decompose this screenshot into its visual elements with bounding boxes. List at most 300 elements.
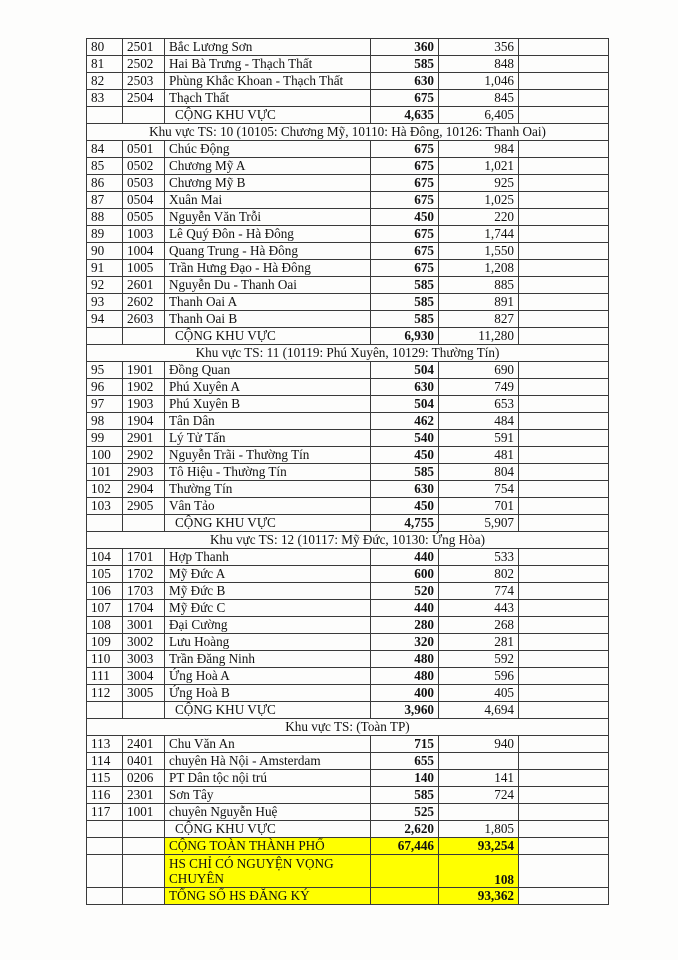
school-name: Mỹ Đức A xyxy=(165,566,371,583)
quota-value: 360 xyxy=(371,39,439,56)
empty-cell xyxy=(519,685,609,702)
quota-value: 450 xyxy=(371,498,439,515)
school-name: Hợp Thanh xyxy=(165,549,371,566)
quota-value: 630 xyxy=(371,481,439,498)
row-number: 82 xyxy=(87,73,123,90)
school-row xyxy=(87,804,609,821)
school-code: 2902 xyxy=(123,447,165,464)
grand-total-label: TỔNG SỐ HS ĐĂNG KÝ xyxy=(165,888,371,905)
quota-value: 525 xyxy=(371,804,439,821)
school-code: 0501 xyxy=(123,141,165,158)
row-number: 86 xyxy=(87,175,123,192)
school-code: 2903 xyxy=(123,464,165,481)
school-code: 1005 xyxy=(123,260,165,277)
registration-count: 984 xyxy=(439,141,519,158)
empty-cell xyxy=(87,702,123,719)
total-quota: 6,930 xyxy=(371,328,439,345)
empty-cell xyxy=(519,549,609,566)
school-row xyxy=(87,209,609,226)
grand-total-registration: 93,254 xyxy=(439,838,519,855)
school-row xyxy=(87,362,609,379)
area-header: Khu vực TS: (Toàn TP) xyxy=(87,719,609,736)
school-row xyxy=(87,277,609,294)
empty-cell xyxy=(519,243,609,260)
empty-cell xyxy=(519,600,609,617)
row-number: 93 xyxy=(87,294,123,311)
quota-value: 140 xyxy=(371,770,439,787)
empty-cell xyxy=(519,209,609,226)
quota-value: 585 xyxy=(371,56,439,73)
row-number: 116 xyxy=(87,787,123,804)
grand-total-row xyxy=(87,855,609,888)
school-code: 2504 xyxy=(123,90,165,107)
school-name: Phú Xuyên A xyxy=(165,379,371,396)
school-name: Mỹ Đức B xyxy=(165,583,371,600)
row-number: 103 xyxy=(87,498,123,515)
empty-cell xyxy=(519,668,609,685)
empty-cell xyxy=(519,430,609,447)
row-number: 91 xyxy=(87,260,123,277)
empty-cell xyxy=(519,888,609,905)
school-name: Hai Bà Trưng - Thạch Thất xyxy=(165,56,371,73)
empty-cell xyxy=(87,821,123,838)
empty-cell xyxy=(519,328,609,345)
empty-cell xyxy=(123,328,165,345)
area-header: Khu vực TS: 10 (10105: Chương Mỹ, 10110: Hà Đông, 10126: Thanh Oai) xyxy=(87,124,609,141)
empty-cell xyxy=(519,753,609,770)
quota-value: 280 xyxy=(371,617,439,634)
empty-cell xyxy=(519,56,609,73)
row-number: 80 xyxy=(87,39,123,56)
empty-cell xyxy=(87,328,123,345)
total-registration: 1,805 xyxy=(439,821,519,838)
school-code: 2603 xyxy=(123,311,165,328)
empty-cell xyxy=(519,821,609,838)
registration-count xyxy=(439,753,519,770)
registration-count: 774 xyxy=(439,583,519,600)
total-label: CỘNG KHU VỰC xyxy=(165,515,371,532)
row-number: 88 xyxy=(87,209,123,226)
registration-count: 653 xyxy=(439,396,519,413)
school-code: 1004 xyxy=(123,243,165,260)
registration-table xyxy=(86,38,609,905)
empty-cell xyxy=(519,90,609,107)
empty-cell xyxy=(519,260,609,277)
registration-count: 484 xyxy=(439,413,519,430)
school-code: 1901 xyxy=(123,362,165,379)
registration-count: 848 xyxy=(439,56,519,73)
school-row xyxy=(87,447,609,464)
empty-cell xyxy=(519,396,609,413)
quota-value: 585 xyxy=(371,277,439,294)
row-number: 92 xyxy=(87,277,123,294)
total-registration: 4,694 xyxy=(439,702,519,719)
empty-cell xyxy=(123,821,165,838)
school-name: Trần Đăng Ninh xyxy=(165,651,371,668)
row-number: 95 xyxy=(87,362,123,379)
quota-value: 520 xyxy=(371,583,439,600)
empty-cell xyxy=(519,192,609,209)
school-row xyxy=(87,158,609,175)
school-code: 3001 xyxy=(123,617,165,634)
school-code: 3005 xyxy=(123,685,165,702)
school-code: 2401 xyxy=(123,736,165,753)
row-number: 107 xyxy=(87,600,123,617)
school-code: 2503 xyxy=(123,73,165,90)
grand-total-quota: 67,446 xyxy=(371,838,439,855)
row-number: 81 xyxy=(87,56,123,73)
empty-cell xyxy=(519,141,609,158)
registration-count: 405 xyxy=(439,685,519,702)
school-row xyxy=(87,90,609,107)
row-number: 100 xyxy=(87,447,123,464)
row-number: 115 xyxy=(87,770,123,787)
empty-cell xyxy=(519,107,609,124)
school-row xyxy=(87,243,609,260)
school-name: Quang Trung - Hà Đông xyxy=(165,243,371,260)
registration-count: 1,744 xyxy=(439,226,519,243)
school-code: 3002 xyxy=(123,634,165,651)
registration-count: 592 xyxy=(439,651,519,668)
school-code: 2502 xyxy=(123,56,165,73)
empty-cell xyxy=(87,838,123,855)
school-row xyxy=(87,56,609,73)
quota-value: 450 xyxy=(371,447,439,464)
total-label: CỘNG KHU VỰC xyxy=(165,702,371,719)
school-row xyxy=(87,787,609,804)
empty-cell xyxy=(519,498,609,515)
grand-total-quota xyxy=(371,855,439,888)
school-code: 1701 xyxy=(123,549,165,566)
area-header: Khu vực TS: 11 (10119: Phú Xuyên, 10129: Thường Tín) xyxy=(87,345,609,362)
school-name: Chúc Động xyxy=(165,141,371,158)
grand-total-label: HS CHỈ CÓ NGUYỆN VỌNG CHUYÊN xyxy=(165,855,371,888)
school-row xyxy=(87,634,609,651)
registration-count: 1,208 xyxy=(439,260,519,277)
row-number: 99 xyxy=(87,430,123,447)
school-row xyxy=(87,736,609,753)
school-name: Tân Dân xyxy=(165,413,371,430)
school-row xyxy=(87,192,609,209)
school-code: 1001 xyxy=(123,804,165,821)
quota-value: 675 xyxy=(371,90,439,107)
registration-count: 724 xyxy=(439,787,519,804)
school-name: Chương Mỹ B xyxy=(165,175,371,192)
row-number: 87 xyxy=(87,192,123,209)
empty-cell xyxy=(519,651,609,668)
quota-value: 440 xyxy=(371,600,439,617)
empty-cell xyxy=(519,379,609,396)
total-quota: 4,755 xyxy=(371,515,439,532)
empty-cell xyxy=(519,855,609,888)
school-code: 1904 xyxy=(123,413,165,430)
school-name: chuyên Nguyễn Huệ xyxy=(165,804,371,821)
school-code: 2905 xyxy=(123,498,165,515)
school-row xyxy=(87,294,609,311)
school-name: Lưu Hoàng xyxy=(165,634,371,651)
school-row xyxy=(87,498,609,515)
school-code: 1704 xyxy=(123,600,165,617)
registration-count: 1,025 xyxy=(439,192,519,209)
school-row xyxy=(87,379,609,396)
total-label: CỘNG KHU VỰC xyxy=(165,821,371,838)
registration-count xyxy=(439,804,519,821)
registration-count: 596 xyxy=(439,668,519,685)
school-code: 1903 xyxy=(123,396,165,413)
quota-value: 675 xyxy=(371,260,439,277)
school-code: 2602 xyxy=(123,294,165,311)
grand-total-quota xyxy=(371,888,439,905)
school-row xyxy=(87,430,609,447)
row-number: 111 xyxy=(87,668,123,685)
school-row xyxy=(87,566,609,583)
grand-total-registration: 93,362 xyxy=(439,888,519,905)
row-number: 85 xyxy=(87,158,123,175)
school-code: 0505 xyxy=(123,209,165,226)
school-code: 3004 xyxy=(123,668,165,685)
school-row xyxy=(87,175,609,192)
school-row xyxy=(87,668,609,685)
quota-value: 675 xyxy=(371,175,439,192)
row-number: 106 xyxy=(87,583,123,600)
area-total-row xyxy=(87,515,609,532)
school-row xyxy=(87,600,609,617)
total-quota: 4,635 xyxy=(371,107,439,124)
registration-count: 591 xyxy=(439,430,519,447)
empty-cell xyxy=(123,515,165,532)
quota-value: 675 xyxy=(371,226,439,243)
row-number: 83 xyxy=(87,90,123,107)
school-code: 1703 xyxy=(123,583,165,600)
school-name: Ứng Hoà A xyxy=(165,668,371,685)
area-total-row xyxy=(87,328,609,345)
empty-cell xyxy=(519,515,609,532)
school-name: Phùng Khắc Khoan - Thạch Thất xyxy=(165,73,371,90)
registration-count: 1,021 xyxy=(439,158,519,175)
registration-count: 845 xyxy=(439,90,519,107)
quota-value: 400 xyxy=(371,685,439,702)
school-row xyxy=(87,39,609,56)
school-name: Thanh Oai A xyxy=(165,294,371,311)
row-number: 113 xyxy=(87,736,123,753)
total-registration: 5,907 xyxy=(439,515,519,532)
school-name: chuyên Hà Nội - Amsterdam xyxy=(165,753,371,770)
registration-count: 701 xyxy=(439,498,519,515)
row-number: 105 xyxy=(87,566,123,583)
empty-cell xyxy=(519,158,609,175)
empty-cell xyxy=(519,362,609,379)
quota-value: 655 xyxy=(371,753,439,770)
quota-value: 630 xyxy=(371,73,439,90)
empty-cell xyxy=(519,226,609,243)
school-name: Lý Tử Tấn xyxy=(165,430,371,447)
registration-count: 827 xyxy=(439,311,519,328)
row-number: 110 xyxy=(87,651,123,668)
school-name: Nguyễn Du - Thanh Oai xyxy=(165,277,371,294)
quota-value: 675 xyxy=(371,243,439,260)
quota-value: 540 xyxy=(371,430,439,447)
school-row xyxy=(87,413,609,430)
empty-cell xyxy=(519,838,609,855)
empty-cell xyxy=(519,702,609,719)
row-number: 94 xyxy=(87,311,123,328)
quota-value: 715 xyxy=(371,736,439,753)
grand-total-row xyxy=(87,838,609,855)
empty-cell xyxy=(519,481,609,498)
school-name: Thạch Thất xyxy=(165,90,371,107)
school-code: 1902 xyxy=(123,379,165,396)
row-number: 84 xyxy=(87,141,123,158)
school-name: Mỹ Đức C xyxy=(165,600,371,617)
total-registration: 11,280 xyxy=(439,328,519,345)
registration-count: 443 xyxy=(439,600,519,617)
school-row xyxy=(87,141,609,158)
area-header-row xyxy=(87,124,609,141)
empty-cell xyxy=(87,107,123,124)
empty-cell xyxy=(519,73,609,90)
school-code: 1003 xyxy=(123,226,165,243)
quota-value: 600 xyxy=(371,566,439,583)
row-number: 114 xyxy=(87,753,123,770)
row-number: 112 xyxy=(87,685,123,702)
row-number: 109 xyxy=(87,634,123,651)
quota-value: 585 xyxy=(371,787,439,804)
empty-cell xyxy=(519,277,609,294)
school-row xyxy=(87,226,609,243)
registration-count: 690 xyxy=(439,362,519,379)
school-row xyxy=(87,260,609,277)
registration-count: 533 xyxy=(439,549,519,566)
empty-cell xyxy=(87,515,123,532)
table-body xyxy=(87,39,609,905)
area-header: Khu vực TS: 12 (10117: Mỹ Đức, 10130: Ứng Hòa) xyxy=(87,532,609,549)
quota-value: 480 xyxy=(371,651,439,668)
total-registration: 6,405 xyxy=(439,107,519,124)
registration-count: 356 xyxy=(439,39,519,56)
registration-count: 1,046 xyxy=(439,73,519,90)
empty-cell xyxy=(519,583,609,600)
row-number: 97 xyxy=(87,396,123,413)
school-code: 3003 xyxy=(123,651,165,668)
row-number: 108 xyxy=(87,617,123,634)
empty-cell xyxy=(123,107,165,124)
school-row xyxy=(87,583,609,600)
registration-count: 804 xyxy=(439,464,519,481)
school-name: PT Dân tộc nội trú xyxy=(165,770,371,787)
school-code: 0401 xyxy=(123,753,165,770)
school-name: Thường Tín xyxy=(165,481,371,498)
row-number: 98 xyxy=(87,413,123,430)
school-row xyxy=(87,549,609,566)
school-name: Nguyễn Văn Trỗi xyxy=(165,209,371,226)
grand-total-registration: 108 xyxy=(439,855,519,888)
quota-value: 585 xyxy=(371,311,439,328)
row-number: 102 xyxy=(87,481,123,498)
school-row xyxy=(87,396,609,413)
quota-value: 504 xyxy=(371,362,439,379)
school-code: 2501 xyxy=(123,39,165,56)
empty-cell xyxy=(519,617,609,634)
school-row xyxy=(87,685,609,702)
area-header-row xyxy=(87,532,609,549)
school-code: 0502 xyxy=(123,158,165,175)
grand-total-row xyxy=(87,888,609,905)
grand-total-label: CỘNG TOÀN THÀNH PHỐ xyxy=(165,838,371,855)
total-label: CỘNG KHU VỰC xyxy=(165,107,371,124)
quota-value: 675 xyxy=(371,158,439,175)
empty-cell xyxy=(519,294,609,311)
school-name: Thanh Oai B xyxy=(165,311,371,328)
registration-count: 754 xyxy=(439,481,519,498)
row-number: 89 xyxy=(87,226,123,243)
school-code: 0206 xyxy=(123,770,165,787)
empty-cell xyxy=(519,175,609,192)
quota-value: 630 xyxy=(371,379,439,396)
school-row xyxy=(87,464,609,481)
empty-cell xyxy=(87,888,123,905)
registration-count: 749 xyxy=(439,379,519,396)
empty-cell xyxy=(123,838,165,855)
school-row xyxy=(87,617,609,634)
school-name: Chu Văn An xyxy=(165,736,371,753)
quota-value: 675 xyxy=(371,192,439,209)
empty-cell xyxy=(123,702,165,719)
school-row xyxy=(87,481,609,498)
school-name: Xuân Mai xyxy=(165,192,371,209)
school-name: Sơn Tây xyxy=(165,787,371,804)
empty-cell xyxy=(123,888,165,905)
empty-cell xyxy=(519,464,609,481)
school-code: 2901 xyxy=(123,430,165,447)
registration-count: 925 xyxy=(439,175,519,192)
empty-cell xyxy=(519,787,609,804)
registration-count: 1,550 xyxy=(439,243,519,260)
school-name: Nguyễn Trãi - Thường Tín xyxy=(165,447,371,464)
area-total-row xyxy=(87,821,609,838)
school-name: Đồng Quan xyxy=(165,362,371,379)
quota-value: 585 xyxy=(371,294,439,311)
area-header-row xyxy=(87,345,609,362)
area-total-row xyxy=(87,702,609,719)
quota-value: 450 xyxy=(371,209,439,226)
school-code: 2601 xyxy=(123,277,165,294)
empty-cell xyxy=(519,770,609,787)
registration-count: 481 xyxy=(439,447,519,464)
registration-count: 281 xyxy=(439,634,519,651)
empty-cell xyxy=(519,566,609,583)
registration-count: 802 xyxy=(439,566,519,583)
school-row xyxy=(87,753,609,770)
registration-count: 891 xyxy=(439,294,519,311)
row-number: 117 xyxy=(87,804,123,821)
registration-count: 940 xyxy=(439,736,519,753)
quota-value: 675 xyxy=(371,141,439,158)
quota-value: 480 xyxy=(371,668,439,685)
empty-cell xyxy=(519,447,609,464)
registration-count: 141 xyxy=(439,770,519,787)
empty-cell xyxy=(519,634,609,651)
school-name: Lê Quý Đôn - Hà Đông xyxy=(165,226,371,243)
quota-value: 462 xyxy=(371,413,439,430)
quota-value: 585 xyxy=(371,464,439,481)
row-number: 104 xyxy=(87,549,123,566)
school-code: 0504 xyxy=(123,192,165,209)
school-code: 2301 xyxy=(123,787,165,804)
empty-cell xyxy=(123,855,165,888)
school-name: Bắc Lương Sơn xyxy=(165,39,371,56)
school-code: 2904 xyxy=(123,481,165,498)
empty-cell xyxy=(519,804,609,821)
